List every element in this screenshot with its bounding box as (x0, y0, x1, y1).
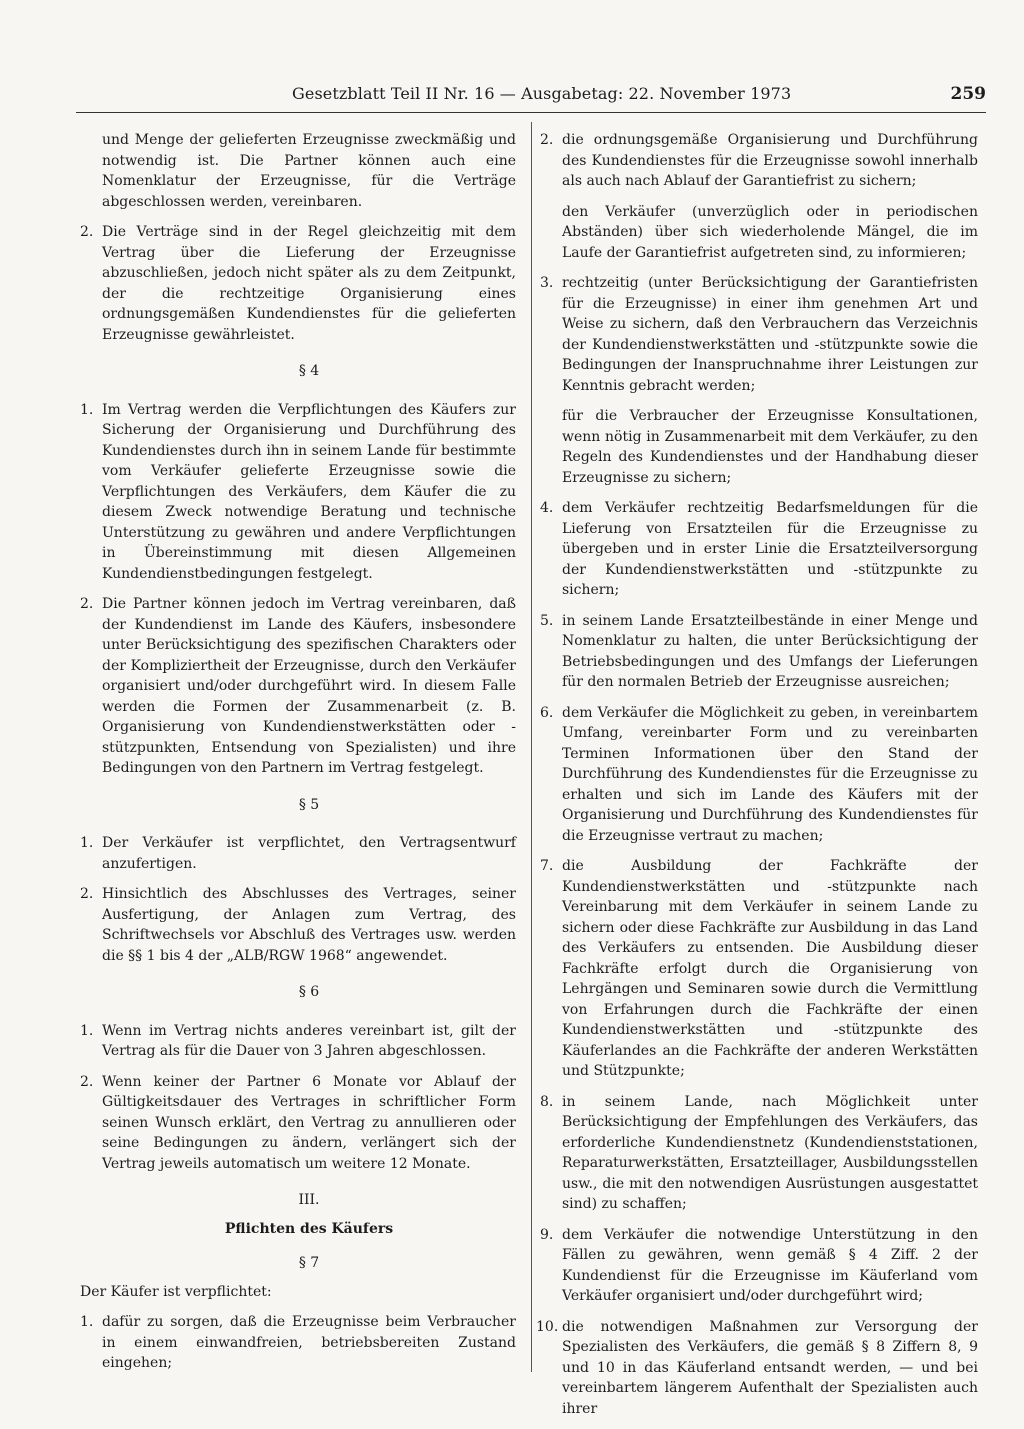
item-text: Wenn im Vertrag nichts anderes vereinbart ist, gilt der Vertrag als für die Dauer von 3 Jahren abgeschlossen. (102, 1022, 516, 1059)
item-number: 2. (80, 886, 94, 902)
item-text: Wenn keiner der Partner 6 Monate vor Ablauf der Gültigkeitsdauer des Vertrages in schriftlicher Form seinen Wunsch erklärt, den Vertrag zu annullieren oder seine Bedingungen zu ändern, verlängert sich der Vertrag jeweils automatisch um weitere 12 Monate. (102, 1073, 516, 1172)
item-text: Die Verträge sind in der Regel gleichzeitig mit dem Vertrag über die Lieferung der Erzeugnisse abzuschließen, jedoch nicht später als zu dem Zeitpunkt, der die rechtzeitige Organisierung eines ordnungsgemäßen Kundendienstes für die gelieferten Erzeugnisse gewährleistet. (102, 224, 516, 343)
item-number: 5. (540, 612, 554, 629)
item-text: rechtzeitig (unter Berücksichtigung der Garantiefristen für die Erzeugnisse) in einer ihm genehmen Art und Weise zu sichern, daß den Verbrauchern das Verzeichnis der Kundendienstwerkstätten und -stützpunkte sowie die Bedingungen der Inanspruchnahme ihrer Leistungen zur Kenntnis gebracht werden; (562, 275, 978, 394)
section-intro: Der Käufer ist verpflichtet: (80, 1283, 272, 1300)
page-header (96, 84, 986, 110)
list-item (80, 884, 516, 966)
item-text: Hinsichtlich des Abschlusses des Vertrages, seiner Ausfertigung, der Anlagen zum Vertrag, des Schriftwechsels vor Abschluß des Vertrages usw. werden die §§ 1 bis 4 der „ALB/RGW 1968“ angewendet. (102, 886, 516, 964)
item-text: die ordnungsgemäße Organisierung und Durchführung des Kundendienstes für die Erzeugnisse sowohl innerhalb als auch nach Ablauf der Garantiefrist zu sichern; (562, 132, 978, 189)
list-item (540, 703, 978, 847)
list-item (536, 1317, 978, 1420)
list-item (540, 273, 978, 396)
item-text: Die Partner können jedoch im Vertrag vereinbaren, daß der Kundendienst im Lande des Käufers, insbesondere unter Berücksichtigung des spezifischen Charakters oder der Kompliziertheit der Erzeugnisse, durch den Verkäufer organisiert und/oder durchgeführt wird. In diesem Falle werden die Formen der Zusammenarbeit (z. B. Organisierung von Kundendienstwerkstätten oder -stützpunkten, Entsendung von Spezialisten) und ihre Bedingungen von den Partnern im Vertrag festgelegt. (102, 596, 516, 776)
item-number: 2. (540, 132, 554, 148)
item-text: die notwendigen Maßnahmen zur Versorgung der Spezialisten des Verkäufers, die gemäß § 8 Ziffern 8, 9 und 10 in das Käuferland entsandt werden, — und bei vereinbartem längerem Aufenthalt der Spezialisten auch ihrer (562, 1318, 978, 1417)
list-item (80, 594, 516, 779)
header-rule (76, 112, 986, 113)
page-number: 259 (950, 84, 986, 104)
part-title: Pflichten des Käufers (224, 1220, 394, 1237)
item-text: in seinem Lande Ersatzteilbestände in einer Menge und Nomenklatur zu halten, die unter Berücksichtigung der Betriebsbedingungen und des Umfangs der Lieferungen für den normalen Betrieb der Erzeugnisse ausreichen; (562, 612, 978, 690)
item-number: 2. (80, 596, 94, 612)
list-item (540, 1092, 978, 1215)
left-column (80, 130, 516, 1384)
item-text: Der Verkäufer ist verpflichtet, den Vertragsentwurf anzufertigen. (102, 835, 516, 872)
item-text: dem Verkäufer die notwendige Unterstützung in den Fällen zu gewähren, wenn gemäß § 4 Ziff. 2 der Kundendienst für die Erzeugnisse im Käuferland vom Verkäufer organisiert und/oder durchgeführt wird; (562, 1226, 978, 1304)
item-number: 1. (80, 835, 94, 851)
list-item (80, 1072, 516, 1175)
list-item (540, 130, 978, 192)
list-item (80, 1312, 516, 1374)
list-item (540, 611, 978, 693)
item-text: dem Verkäufer rechtzeitig Bedarfsmeldungen für die Lieferung von Ersatzteilen für die Erzeugnisse zu übergeben und in erster Linie die Ersatzteilversorgung der Kundendienstwerkstätten und -stützpunkte zu sichern; (562, 500, 978, 598)
list-item (80, 833, 516, 874)
continued-paragraph: und Menge der gelieferten Erzeugnisse zweckmäßig und notwendig ist. Die Partner können auch eine Nomenklatur der Erzeugnisse, für die Verträge abgeschlossen werden, vereinbaren. (102, 132, 516, 210)
right-column (536, 130, 978, 1429)
section-heading-5: § 5 (298, 796, 320, 813)
item-text: die Ausbildung der Fachkräfte der Kundendienstwerkstätten und -stützpunkte nach Vereinbarung mit dem Verkäufer in seinem Lande zu sichern oder diese Fachkräfte zur Ausbildung in das Land des Verkäufers zu entsenden. Die Ausbildung dieser Fachkräfte erfolgt durch die Organisierung von Lehrgängen und Seminaren sowie durch die Vermittlung von Erfahrungen durch die Fachkräfte der einen Kundendienstwerkstätten und -stützpunkte des Käuferlandes an die Fachkräfte der anderen Werkstätten und Stützpunkte; (562, 858, 978, 1079)
sub-paragraph: für die Verbraucher der Erzeugnisse Konsultationen, wenn nötig in Zusammenarbeit mit dem Verkäufer, zu den Regeln des Kundendienstes und der Handhabung dieser Erzeugnisse zu sichern; (562, 408, 978, 486)
section-heading-7: § 7 (298, 1255, 320, 1271)
item-number: 10. (536, 1318, 559, 1335)
column-divider (531, 122, 532, 1372)
item-text: dem Verkäufer die Möglichkeit zu geben, in vereinbartem Umfang, vereinbarter Form und zu vereinbarten Terminen Informationen über den Stand der Durchführung des Kundendienstes für die Erzeugnisse zu erhalten und sich im Lande des Käufers mit der Organisierung und Durchführung des Kundendienstes für die Erzeugnisse vertraut zu machen; (562, 704, 978, 844)
item-number: 9. (540, 1226, 554, 1243)
item-text: in seinem Lande, nach Möglichkeit unter Berücksichtigung der Empfehlungen des Verkäufers, das erforderliche Kundendienstnetz (Kundendienststationen, Reparaturwerkstätten, Ersatzteillager, Ausbildungsstellen usw., die mit den notwendigen Ausrüstungen ausgestattet sind) zu schaffen; (562, 1093, 978, 1212)
list-item (80, 400, 516, 585)
section-heading-6: § 6 (298, 984, 320, 1000)
gazette-title: Gesetzblatt Teil II Nr. 16 — Ausgabetag: 22. November 1973 (292, 84, 792, 103)
item-number: 3. (540, 275, 554, 291)
list-item (80, 1021, 516, 1062)
section-heading-4: § 4 (298, 363, 320, 379)
item-number: 2. (80, 224, 94, 240)
list-item (540, 498, 978, 601)
list-item (540, 1225, 978, 1307)
list-item (540, 856, 978, 1082)
list-item (80, 222, 516, 345)
item-number: 6. (540, 704, 554, 721)
item-number: 4. (540, 500, 554, 516)
item-number: 8. (540, 1093, 554, 1110)
item-number: 2. (80, 1073, 94, 1090)
sub-paragraph: den Verkäufer (unverzüglich oder in periodischen Abständen) über sich wiederholende Mängel, die im Laufe der Garantiefrist aufgetreten sind, zu informieren; (562, 203, 978, 261)
item-text: Im Vertrag werden die Verpflichtungen des Käufers zur Sicherung der Organisierung und Durchführung des Kundendienstes durch ihn in seinem Lande für bestimmte vom Verkäufer gelieferte Erzeugnisse sowie die Verpflichtungen des Verkäufers, dem Käufer die zu diesem Zweck notwendige Beratung und technische Unterstützung zu gewähren und andere Verpflichtungen in Übereinstimmung mit diesen Allgemeinen Kundendienstbedingungen festgelegt. (102, 401, 516, 582)
item-number: 1. (80, 1314, 94, 1330)
part-heading: III. (298, 1192, 320, 1208)
item-number: 1. (80, 1022, 94, 1039)
item-number: 7. (540, 858, 554, 874)
item-number: 1. (80, 401, 94, 418)
item-text: dafür zu sorgen, daß die Erzeugnisse beim Verbraucher in einem einwandfreien, betriebsbereiten Zustand eingehen; (102, 1314, 516, 1371)
